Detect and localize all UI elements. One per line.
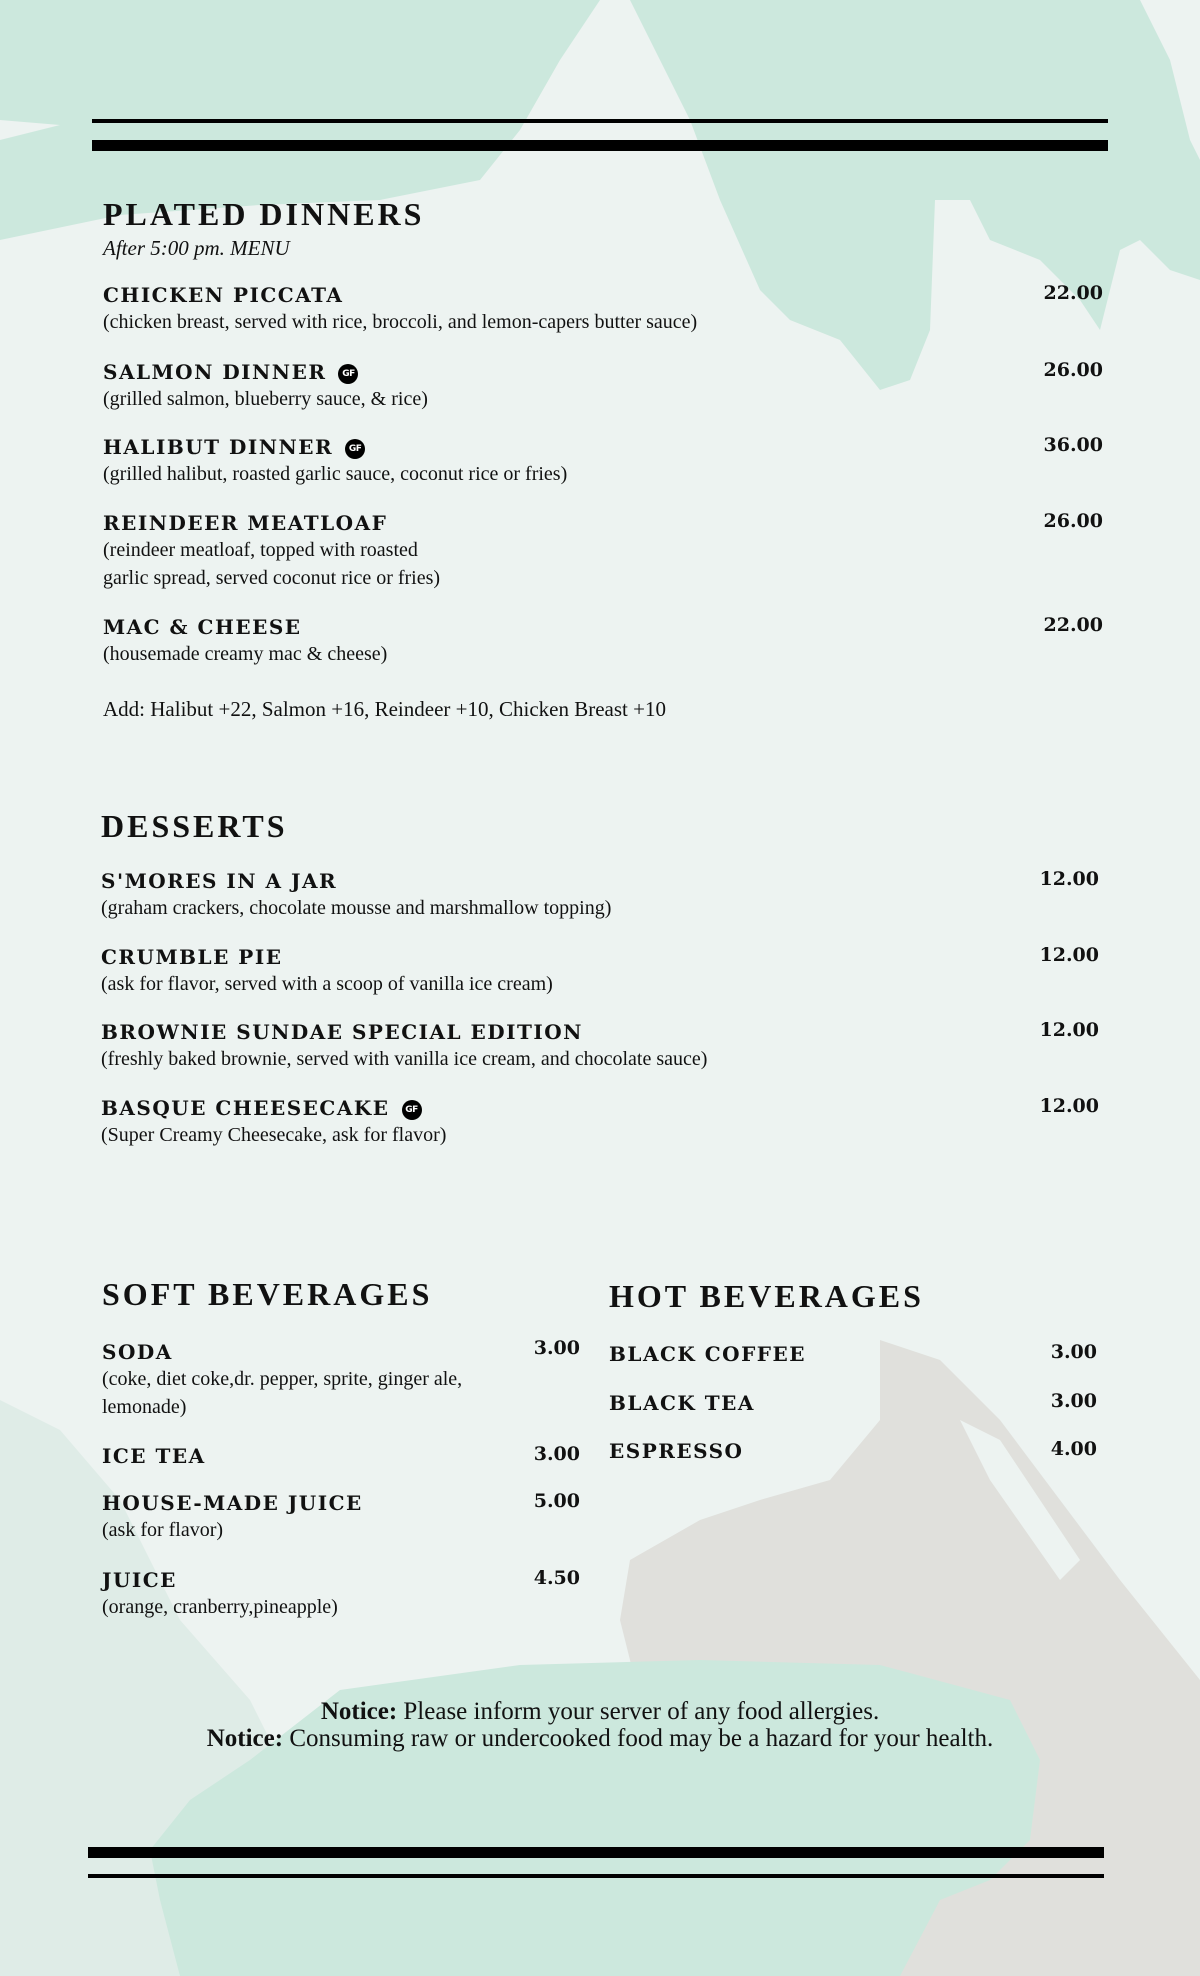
item-desc: (reindeer meatloaf, topped with roasted [103, 539, 418, 561]
menu-item-crumble-pie [101, 944, 1101, 998]
menu-item-reindeer-meatloaf [103, 510, 1103, 592]
notice-text: Please inform your server of any food allergies. [397, 1698, 880, 1725]
section-title-soft-beverages: SOFT BEVERAGES [102, 1276, 433, 1312]
item-price: 3.00 [533, 1443, 580, 1465]
item-desc: (grilled salmon, blueberry sauce, & rice) [103, 388, 428, 410]
item-price: 36.00 [1043, 434, 1103, 456]
bottom-rule-thin [88, 1874, 1104, 1878]
item-name: HALIBUT DINNER [103, 435, 334, 459]
menu-subtitle: After 5:00 pm. MENU [103, 236, 290, 260]
notice-text: Consuming raw or undercooked food may be a hazard for your health. [283, 1725, 994, 1752]
item-name: MAC & CHEESE [103, 615, 302, 639]
item-price: 12.00 [1039, 944, 1099, 966]
item-name: BLACK COFFEE [609, 1342, 806, 1366]
top-rule-thick [92, 140, 1108, 151]
item-name: BROWNIE SUNDAE SPECIAL EDITION [101, 1020, 583, 1044]
item-name: JUICE [102, 1568, 177, 1592]
menu-item-chicken-piccata [103, 282, 1103, 336]
item-price: 5.00 [533, 1490, 580, 1512]
item-desc-line2: garlic spread, served coconut rice or fries) [103, 567, 441, 589]
item-desc: (graham crackers, chocolate mousse and marshmallow topping) [101, 897, 612, 919]
item-price: 26.00 [1043, 359, 1103, 381]
item-desc: (freshly baked brownie, served with vanilla ice cream, and chocolate sauce) [101, 1048, 708, 1070]
menu-item-mac-cheese [103, 614, 1103, 668]
item-name: HOUSE-MADE JUICE [102, 1491, 363, 1515]
item-name: BASQUE CHEESECAKE [101, 1096, 390, 1120]
gluten-free-icon: GF [345, 439, 365, 459]
menu-item-espresso [609, 1438, 1097, 1464]
gluten-free-icon: GF [402, 1100, 422, 1120]
item-desc: (chicken breast, served with rice, broccoli, and lemon-capers butter sauce) [103, 311, 698, 333]
menu-item-black-tea [609, 1390, 1097, 1416]
section-title-desserts: DESSERTS [101, 808, 288, 844]
section-title-plated-dinners: PLATED DINNERS [103, 196, 425, 232]
item-desc: (orange, cranberry,pineapple) [102, 1596, 338, 1618]
notice-allergies [0, 1697, 1200, 1727]
menu-item-salmon-dinner [103, 359, 1103, 413]
item-price: 12.00 [1039, 1019, 1099, 1041]
item-desc: (housemade creamy mac & cheese) [103, 643, 388, 665]
item-desc-line2: lemonade) [102, 1396, 187, 1418]
notice-label: Notice: [320, 1698, 398, 1725]
item-name: BLACK TEA [609, 1391, 755, 1415]
item-desc: (Super Creamy Cheesecake, ask for flavor) [101, 1124, 447, 1146]
item-desc: (ask for flavor, served with a scoop of vanilla ice cream) [101, 973, 553, 995]
item-desc: (coke, diet coke,dr. pepper, sprite, ginger ale, [102, 1368, 463, 1390]
menu-item-brownie-sundae [101, 1019, 1101, 1073]
item-price: 12.00 [1039, 868, 1099, 890]
menu-item-soda [102, 1339, 580, 1421]
gluten-free-icon: GF [338, 364, 358, 384]
item-desc: (ask for flavor) [102, 1519, 224, 1541]
menu-item-juice [102, 1567, 580, 1621]
item-price: 3.00 [1050, 1341, 1097, 1363]
menu-item-basque-cheesecake [101, 1095, 1101, 1149]
item-price: 26.00 [1043, 510, 1103, 532]
notice-label: Notice: [206, 1725, 284, 1752]
item-name: ICE TEA [102, 1444, 206, 1468]
item-name: SALMON DINNER [103, 360, 327, 384]
item-name: CRUMBLE PIE [101, 945, 283, 969]
menu-item-smores-in-a-jar [101, 868, 1101, 922]
menu-item-house-made-juice [102, 1490, 580, 1544]
item-name: REINDEER MEATLOAF [103, 511, 388, 535]
item-price: 3.00 [533, 1337, 580, 1359]
item-name: S'MORES IN A JAR [101, 869, 338, 893]
item-name: ESPRESSO [609, 1439, 744, 1463]
protein-addons: Add: Halibut +22, Salmon +16, Reindeer +10, Chicken Breast +10 [103, 697, 666, 721]
item-name: CHICKEN PICCATA [103, 283, 344, 307]
menu-item-black-coffee [609, 1341, 1097, 1367]
top-rule-thin [92, 119, 1108, 123]
item-name: SODA [102, 1340, 173, 1364]
item-desc: (grilled halibut, roasted garlic sauce, coconut rice or fries) [103, 463, 568, 485]
item-price: 22.00 [1043, 614, 1103, 636]
menu-item-ice-tea [102, 1443, 580, 1469]
item-price: 3.00 [1050, 1390, 1097, 1412]
item-price: 4.50 [533, 1567, 580, 1589]
menu-item-halibut-dinner [103, 434, 1103, 488]
item-price: 4.00 [1050, 1438, 1097, 1460]
item-price: 12.00 [1039, 1095, 1099, 1117]
notice-raw-food [0, 1724, 1200, 1754]
item-price: 22.00 [1043, 282, 1103, 304]
section-title-hot-beverages: HOT BEVERAGES [609, 1278, 924, 1314]
bottom-rule-thick [88, 1847, 1104, 1858]
